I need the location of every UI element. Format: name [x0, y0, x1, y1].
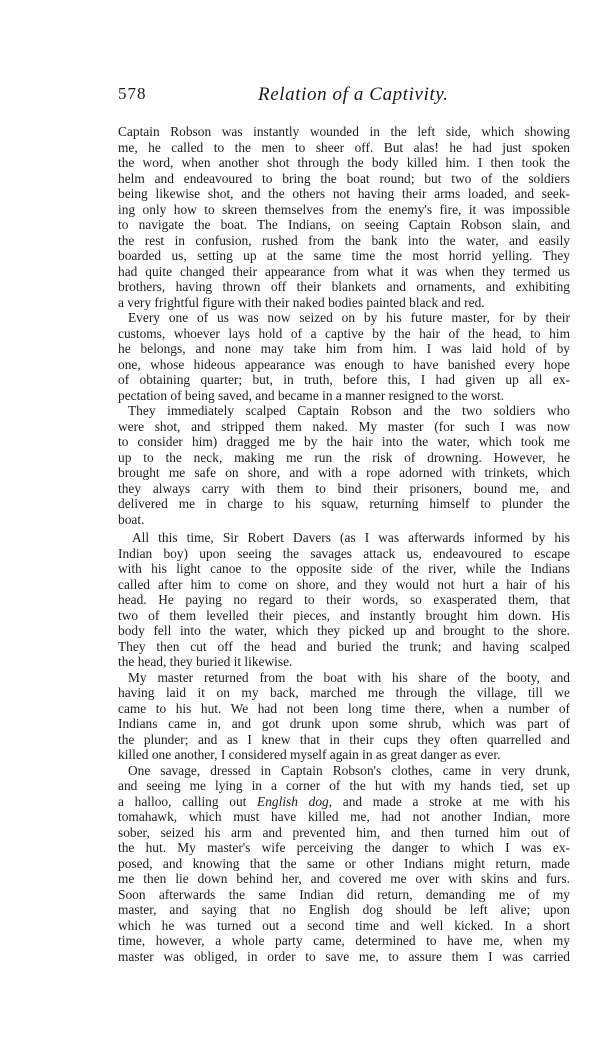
text-line: with his light canoe to the opposite side of the river, while the Indians	[118, 561, 570, 576]
text-line: time, however, a whole party came, determined to have me, when my	[118, 933, 570, 948]
text-line: having laid it on my back, marched me through the village, till we	[118, 685, 570, 700]
text-line: the head, they buried it likewise.	[118, 654, 293, 669]
paragraph-start-line: Every one of us was now seized on by his future master, for by their	[128, 310, 570, 325]
paragraph-start-line: All this time, Sir Robert Davers (as I was afterwards informed by his	[132, 530, 570, 545]
text-line: tomahawk, which must have killed me, had not another Indian, more	[118, 809, 570, 824]
text-line: being likewise shot, and the others not having their arms loaded, and seek-	[118, 186, 570, 201]
text-line: the word, when another shot through the body killed him. I then took the	[118, 155, 570, 170]
page-number: 578	[118, 84, 147, 103]
text-line: me then lie down behind her, and covered me over with skins and furs.	[118, 871, 570, 886]
text-line: the plunder; and as I knew that in their cups they often quarrelled and	[118, 731, 570, 747]
text-line: head. He paying no regard to their words, so exasperated them, that	[118, 592, 570, 607]
text-line: two of them levelled their pieces, and instantly brought him down. His	[118, 607, 570, 623]
text-line: of obtaining quarter; but, in truth, before this, I had given up all ex-	[118, 372, 570, 387]
running-title: Relation of a Captivity.	[258, 84, 449, 105]
page-header	[118, 84, 570, 112]
text-line: master was obliged, in order to save me, to assure them I was carried	[118, 948, 570, 964]
text-line: Soon afterwards the same Indian did return, demanding me of my	[118, 886, 570, 902]
text-line: to navigate the boat. The Indians, on seeing Captain Robson slain, and	[118, 217, 570, 232]
text-segment: , and made a stroke at me with his	[328, 793, 570, 809]
text-line: customs, whoever lays hold of a captive by the hair of the head, to him	[118, 325, 570, 341]
text-line: a very frightful figure with their naked bodies painted black and red.	[118, 294, 485, 310]
text-line: Indians came in, and got drunk upon some shrub, which was part of	[118, 716, 570, 731]
text-line: boarded us, setting up at the same time the most horrid yelling. They	[118, 248, 570, 263]
text-line: killed one another, I considered myself again in as great danger as ever.	[118, 747, 501, 762]
text-line: master, and saying that no English dog should be left alive; upon	[118, 902, 570, 917]
text-line: posed, and knowing that the same or other Indians might return, made	[118, 855, 570, 871]
paragraph-start-line: One savage, dressed in Captain Robson's clothes, came in very drunk,	[128, 762, 570, 778]
text-line: he belongs, and none may take him from him. I was laid hold of by	[118, 341, 570, 356]
body-text	[118, 124, 570, 964]
text-line: pectation of being saved, and became in a manner resigned to the worst.	[118, 387, 504, 403]
text-line: up to the neck, making me run the risk of drowning. However, he	[118, 449, 570, 465]
text-line: brothers, having thrown off their blankets and ornaments, and exhibiting	[118, 279, 570, 294]
paragraph-start-line: My master returned from the boat with his share of the booty, and	[128, 669, 570, 685]
text-line: They then cut off the head and buried the trunk; and having scalped	[118, 638, 570, 654]
text-line: called after him to come on shore, and they would not hurt a hair of his	[118, 576, 570, 592]
text-line: Captain Robson was instantly wounded in the left side, which showing	[118, 124, 570, 139]
text-line: me, he called to the men to sheer off. But alas! he had just spoken	[118, 139, 570, 155]
text-line	[118, 794, 570, 810]
text-line: came to his hut. We had not been long time there, when a number of	[118, 700, 570, 716]
text-line: they always carry with them to bind their prisoners, bound me, and	[118, 480, 570, 496]
text-line: the hut. My master's wife perceiving the danger to which I was ex-	[118, 840, 570, 855]
text-line: ing only how to skreen themselves from the enemy's fire, it was impossible	[118, 201, 570, 217]
paragraph-start-line: They immediately scalped Captain Robson and the two soldiers who	[128, 403, 570, 418]
text-line: delivered me in charge to his squaw, returning himself to plunder the	[118, 496, 570, 511]
text-line: were shot, and stripped them naked. My master (for such I was now	[118, 418, 570, 434]
text-line: one, whose hideous appearance was enough to have banished every hope	[118, 356, 570, 372]
text-segment: a halloo, calling out	[118, 793, 258, 809]
text-line: Indian boy) upon seeing the savages attack us, endeavoured to escape	[118, 545, 570, 561]
text-line: and seeing me lying in a corner of the hut with my hands tied, set up	[118, 778, 570, 793]
text-line: which he was turned out a second time and well kicked. In a short	[118, 917, 570, 933]
text-line: helm and endeavoured to bring the boat round; but two of the soldiers	[118, 170, 570, 186]
text-line: body fell into the water, which they picked up and brought to the shore.	[118, 623, 570, 638]
text-line: the rest in confusion, rushed from the bank into the water, and easily	[118, 232, 570, 248]
text-line: had quite changed their appearance from what it was when they termed us	[118, 263, 570, 279]
text-line: boat.	[118, 511, 145, 527]
text-line: sober, seized his arm and prevented him, and then turned him out of	[118, 824, 570, 840]
text-line: brought me safe on shore, and with a rope adorned with trinkets, which	[118, 465, 570, 480]
text-line: to consider him) dragged me by the hair into the water, which took me	[118, 434, 570, 449]
italic-phrase: English dog	[257, 793, 329, 809]
